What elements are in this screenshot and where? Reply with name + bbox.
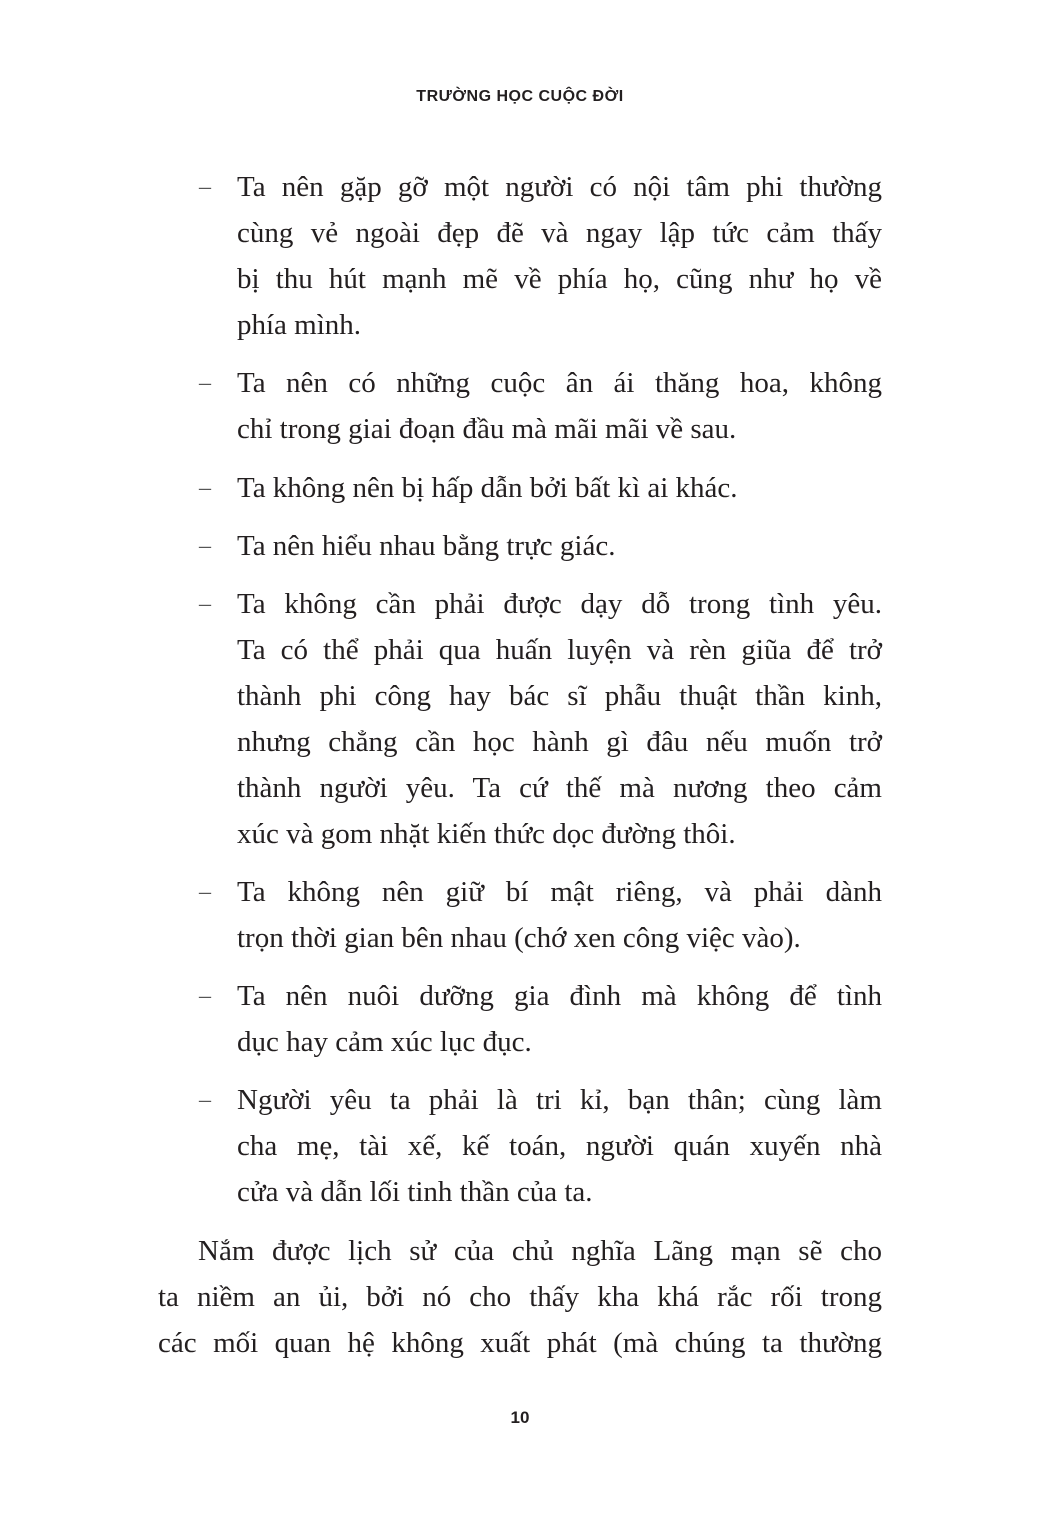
- paragraph-line: ta niềm an ủi, bởi nó cho thấy kha khá rắc rối trong: [158, 1281, 882, 1313]
- list-item-line: Ta không nên bị hấp dẫn bởi bất kì ai khác.: [237, 472, 738, 504]
- bullet-dash: –: [199, 879, 211, 905]
- bullet-dash: –: [199, 475, 211, 501]
- list-item-line: phía mình.: [237, 309, 362, 341]
- list-item-line: xúc và gom nhặt kiến thức dọc đường thôi.: [237, 818, 736, 850]
- list-item-line: Ta nên có những cuộc ân ái thăng hoa, không: [237, 367, 882, 399]
- list-item-line: cùng vẻ ngoài đẹp đẽ và ngay lập tức cảm thấy: [237, 217, 882, 249]
- list-item-line: Ta không cần phải được dạy dỗ trong tình yêu.: [237, 588, 882, 620]
- list-item-line: Ta nên hiểu nhau bằng trực giác.: [237, 530, 616, 562]
- bullet-dash: –: [199, 983, 211, 1009]
- list-item-line: Ta nên gặp gỡ một người có nội tâm phi thường: [237, 171, 882, 203]
- list-item-line: cửa và dẫn lối tinh thần của ta.: [237, 1176, 593, 1208]
- list-item-line: Ta có thể phải qua huấn luyện và rèn giũa để trở: [237, 634, 882, 666]
- list-item-line: chỉ trong giai đoạn đầu mà mãi mãi về sau.: [237, 413, 737, 445]
- bullet-dash: –: [199, 1087, 211, 1113]
- list-item-line: Ta nên nuôi dưỡng gia đình mà không để tình: [237, 980, 882, 1012]
- bullet-dash: –: [199, 174, 211, 200]
- list-item-line: bị thu hút mạnh mẽ về phía họ, cũng như họ về: [237, 263, 882, 295]
- bullet-dash: –: [199, 370, 211, 396]
- list-item-line: thành phi công hay bác sĩ phẫu thuật thần kinh,: [237, 680, 882, 712]
- list-item-line: Ta không nên giữ bí mật riêng, và phải dành: [237, 876, 882, 908]
- paragraph-line: các mối quan hệ không xuất phát (mà chúng ta thường: [158, 1327, 882, 1359]
- list-item-line: thành người yêu. Ta cứ thế mà nương theo cảm: [237, 772, 882, 804]
- list-item-line: trọn thời gian bên nhau (chớ xen công việc vào).: [237, 922, 801, 954]
- bullet-dash: –: [199, 533, 211, 559]
- list-item-line: cha mẹ, tài xế, kế toán, người quán xuyến nhà: [237, 1130, 882, 1162]
- bullet-dash: –: [199, 591, 211, 617]
- list-item-line: Người yêu ta phải là tri kỉ, bạn thân; cùng làm: [237, 1084, 882, 1116]
- running-header: TRƯỜNG HỌC CUỘC ĐỜI: [416, 88, 624, 105]
- paragraph-line: Nắm được lịch sử của chủ nghĩa Lãng mạn sẽ cho: [198, 1235, 882, 1267]
- page-number: 10: [510, 1408, 530, 1427]
- list-item-line: dục hay cảm xúc lục đục.: [237, 1026, 532, 1058]
- list-item-line: nhưng chẳng cần học hành gì đâu nếu muốn trở: [237, 726, 882, 758]
